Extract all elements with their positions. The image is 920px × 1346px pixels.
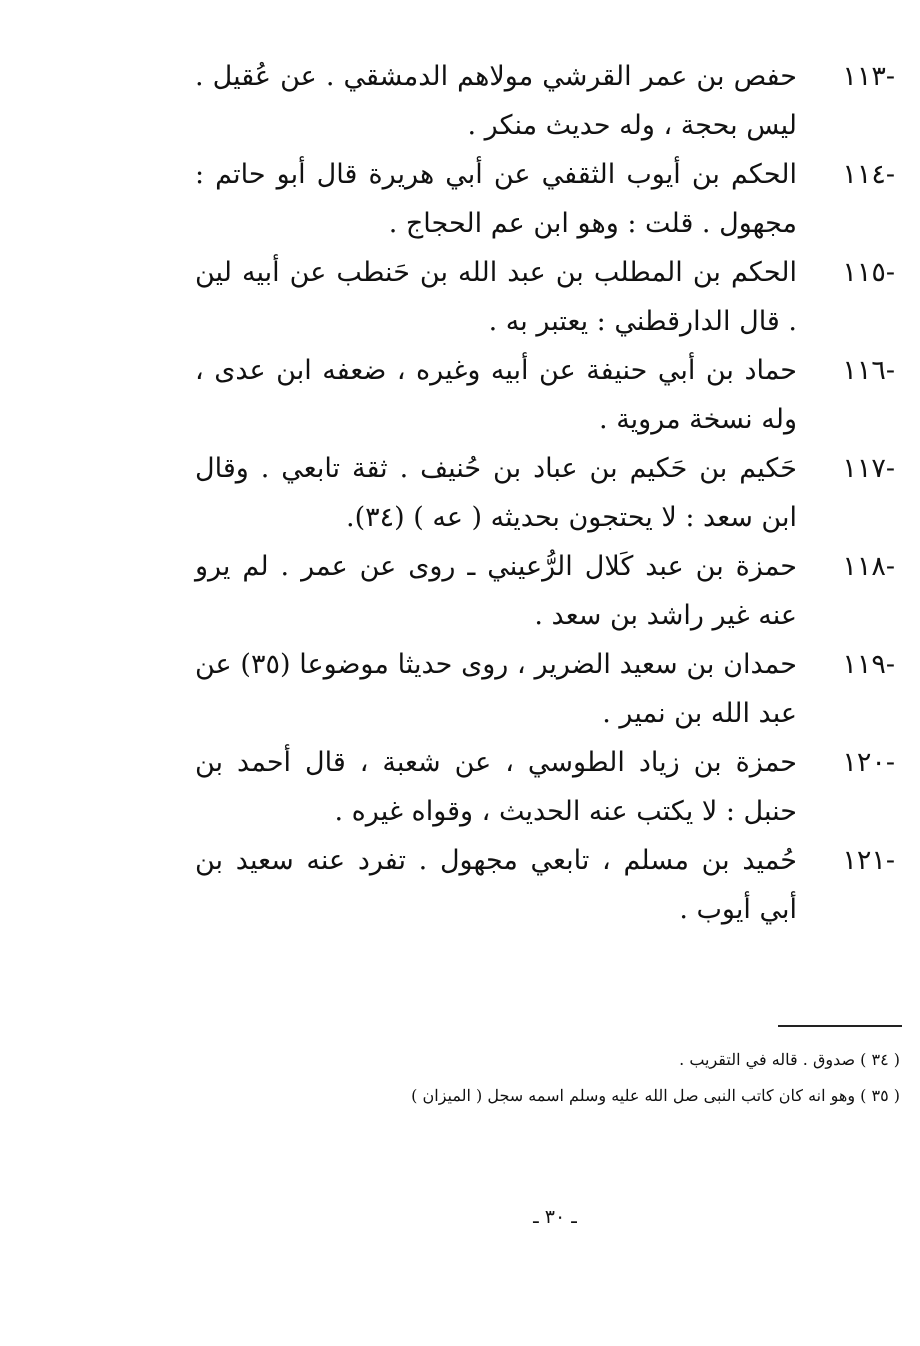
- entry-121: [195, 836, 895, 934]
- entry-number: -١١٥: [842, 257, 895, 288]
- entry-number: -١١٤: [842, 159, 895, 190]
- entry-number: -١٢٠: [842, 747, 895, 778]
- footnote-divider: [778, 1025, 902, 1027]
- footnote-35: ( ٣٥ ) وهو انه كان كاتب النبى صل الله عليه وسلم اسمه سجل ( الميزان ): [411, 1086, 900, 1105]
- entry-text: حمدان بن سعيد الضرير ، روى حديثا موضوعا (٣٥) عن عبد الله بن نمير .: [195, 649, 797, 729]
- entry-text: حمزة بن عبد كَلال الرُّعيني ـ روى عن عمر . لم يرو عنه غير راشد بن سعد .: [195, 551, 797, 631]
- entry-text: حماد بن أبي حنيفة عن أبيه وغيره ، ضعفه ابن عدى ، وله نسخة مروية .: [195, 355, 797, 435]
- entry-115: [195, 248, 895, 346]
- entry-114: [195, 150, 895, 248]
- entry-120: [195, 738, 895, 836]
- entry-number: -١١٧: [842, 453, 895, 484]
- page-number: ـ ٣٠ ـ: [533, 1206, 577, 1228]
- entry-117: [195, 444, 895, 542]
- entry-119: [195, 640, 895, 738]
- entry-113: [195, 52, 895, 150]
- entry-116: [195, 346, 895, 444]
- entry-118: [195, 542, 895, 640]
- entry-number: -١١٦: [842, 355, 895, 386]
- footnote-34: ( ٣٤ ) صدوق . قاله في التقريب .: [679, 1050, 900, 1069]
- entry-text: حمزة بن زياد الطوسي ، عن شعبة ، قال أحمد بن حنبل : لا يكتب عنه الحديث ، وقواه غيره .: [195, 747, 797, 827]
- entry-number: -١١٨: [842, 551, 895, 582]
- entry-text: حُميد بن مسلم ، تابعي مجهول . تفرد عنه سعيد بن أبي أيوب .: [195, 845, 797, 925]
- entry-text: الحكم بن المطلب بن عبد الله بن حَنطب عن أبيه لين . قال الدارقطني : يعتبر به .: [195, 257, 797, 337]
- entry-text: حفص بن عمر القرشي مولاهم الدمشقي . عن عُقيل . ليس بحجة ، وله حديث منكر .: [195, 61, 797, 141]
- entry-number: -١١٩: [842, 649, 895, 680]
- footnotes: [300, 1042, 900, 1114]
- entry-number: -١٢١: [842, 845, 895, 876]
- entry-text: الحكم بن أيوب الثقفي عن أبي هريرة قال أبو حاتم : مجهول . قلت : وهو ابن عم الحجاج .: [195, 159, 797, 239]
- entry-number: -١١٣: [842, 61, 895, 92]
- entry-text: حَكيم بن حَكيم بن عباد بن حُنيف . ثقة تابعي . وقال ابن سعد : لا يحتجون بحديثه ( عه ) (٣٤).: [195, 453, 797, 533]
- entry-list: [195, 52, 895, 934]
